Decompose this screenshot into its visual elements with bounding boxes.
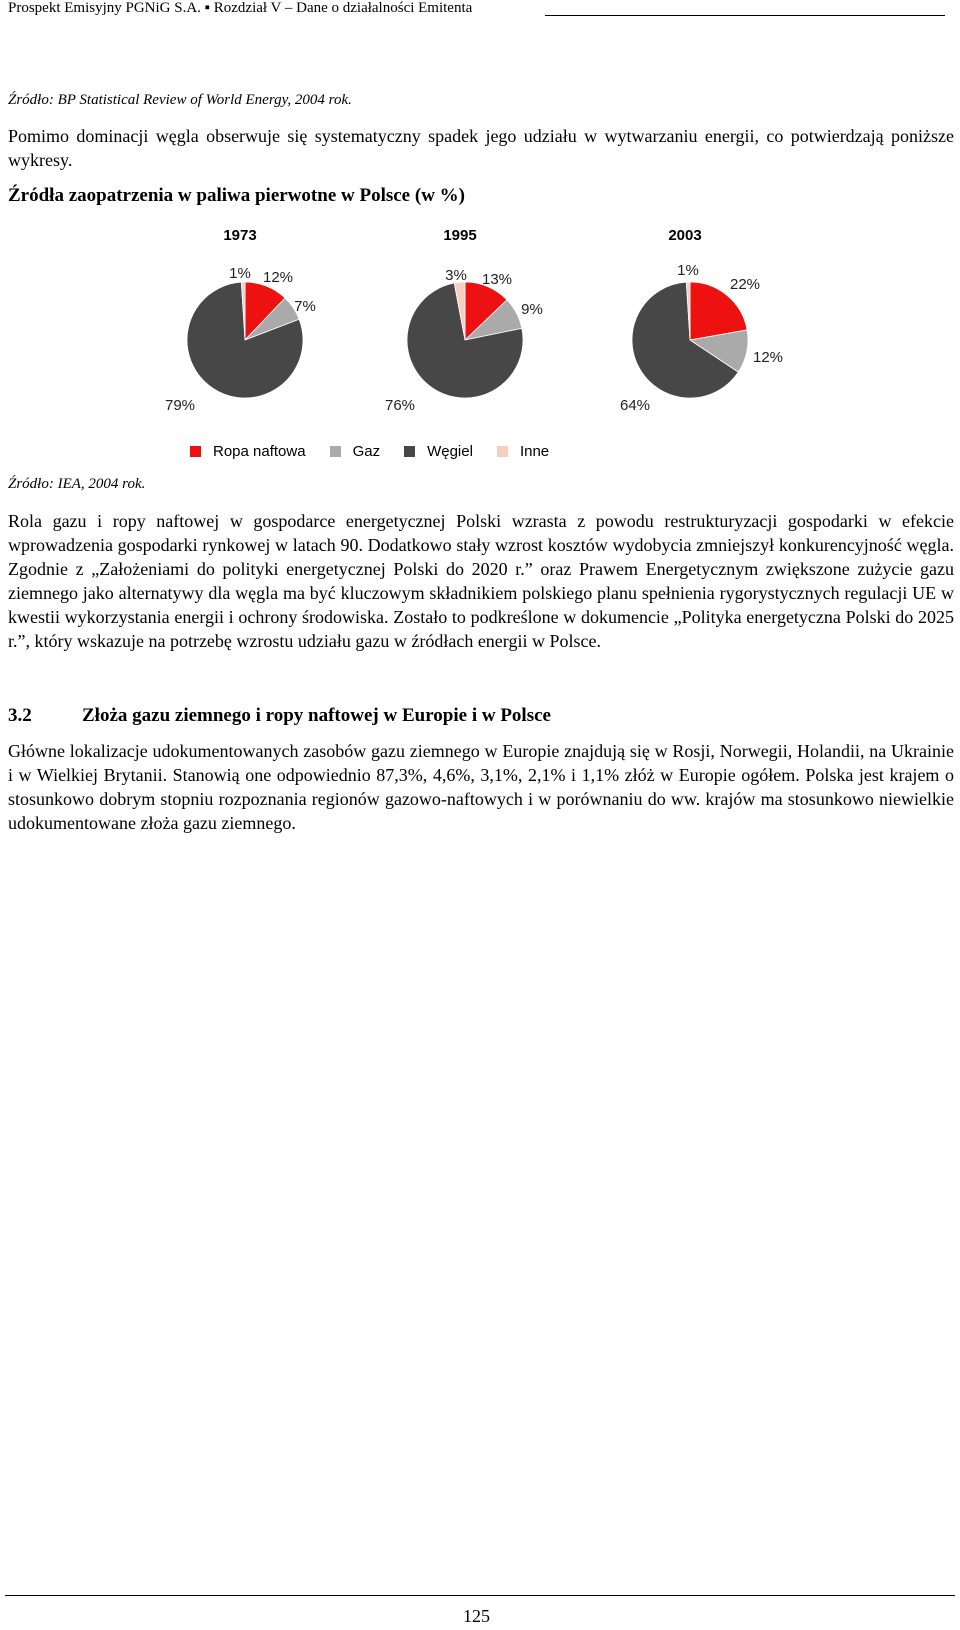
pie-label-2003-3: 1% <box>677 262 699 279</box>
legend-item-gaz <box>330 443 381 460</box>
section-heading <box>8 705 551 727</box>
source-note-top: Źródło: BP Statistical Review of World Energy, 2004 rok. <box>8 92 352 108</box>
header-text: Prospekt Emisyjny PGNiG S.A. ▪ Rozdział V – Dane o działalności Emitenta <box>8 0 473 16</box>
pie-title-2003: 2003 <box>668 227 702 244</box>
chart-title: Źródła zaopatrzenia w paliwa pierwotne w Polsce (w %) <box>8 185 465 206</box>
pie-label-1995-1: 9% <box>521 301 543 318</box>
section-title: Złoża gazu ziemnego i ropy naftowej w Europie i w Polsce <box>82 705 551 726</box>
legend-swatch <box>190 446 201 457</box>
legend-label: Węgiel <box>427 443 473 460</box>
legend-swatch <box>497 446 508 457</box>
pie-label-1995-2: 76% <box>384 397 416 414</box>
legend-swatch <box>330 446 341 457</box>
pie-label-1995-0: 13% <box>481 271 513 288</box>
pie-label-1973-1: 7% <box>294 298 316 315</box>
pie-label-1995-3: 3% <box>445 267 467 284</box>
pie-title-1995: 1995 <box>443 227 477 244</box>
pie-label-2003-0: 22% <box>729 276 761 293</box>
pie-label-2003-2: 64% <box>619 397 651 414</box>
legend-label: Gaz <box>352 443 381 460</box>
legend-item-ropa-naftowa <box>190 443 306 460</box>
pie-title-1973: 1973 <box>223 227 257 244</box>
footer-rule <box>5 1595 955 1596</box>
section-number: 3.2 <box>8 705 32 726</box>
legend-swatch <box>404 446 415 457</box>
pie-label-2003-1: 12% <box>752 349 784 366</box>
pie-charts-svg <box>0 0 960 500</box>
legend-item-inne <box>497 443 549 460</box>
legend-label: Inne <box>519 443 550 460</box>
paragraph-gas-role: Rola gazu i ropy naftowej w gospodarce energetycznej Polski wzrasta z powodu restrukturyzacji gospodarki w efekcie wprowadzenia gospodarki rynkowej w latach 90. Dodatkowo stały wzrost kosztów wydobycia zmniejszył konkurencyjność węgla. Zgodnie z „Założeniami do polityki energetycznej Polski do 2020 r.” oraz Prawem Energetycznym zwiększone zużycie gazu ziemnego jako alternatywy dla węgla ma być kluczowym składnikiem polskiego planu spełnienia rygorystycznych regulacji UE w kwestii wykorzystania energii i ochrony środowiska. Zostało to podkreślone w dokumencie „Polityka energetyczna Polski do 2025 r.”, który wskazuje na potrzebę wzrostu udziału gazu w źródłach energii w Polsce. <box>8 511 954 651</box>
source-note-chart: Źródło: IEA, 2004 rok. <box>8 476 146 492</box>
legend-item-węgiel <box>404 443 473 460</box>
pie-label-1973-3: 1% <box>229 265 251 282</box>
legend-label: Ropa naftowa <box>213 443 306 460</box>
pie-label-1973-2: 79% <box>164 397 196 414</box>
pie-charts-figure <box>0 0 960 500</box>
page-number: 125 <box>463 1606 490 1626</box>
paragraph-gas-deposits: Główne lokalizacje udokumentowanych zasobów gazu ziemnego w Europie znajdują się w Rosji, Norwegii, Holandii, na Ukrainie i w Wielkiej Brytanii. Stanowią one odpowiednio 87,3%, 4,6%, 3,1%, 2,1% i 1,1% złóż w Europie ogółem. Polska jest krajem o stosunkowo dobrym stopniu rozpoznania regionów gazowo-naftowych i w porównaniu do ww. krajów ma stosunkowo niewielkie udokumentowane złoża gazu ziemnego. <box>8 741 954 833</box>
chart-legend <box>190 443 573 460</box>
paragraph-intro: Pomimo dominacji węgla obserwuje się systematyczny spadek jego udziału w wytwarzaniu energii, co potwierdzają poniższe wykresy. <box>8 126 954 170</box>
pie-label-1973-0: 12% <box>262 269 294 286</box>
